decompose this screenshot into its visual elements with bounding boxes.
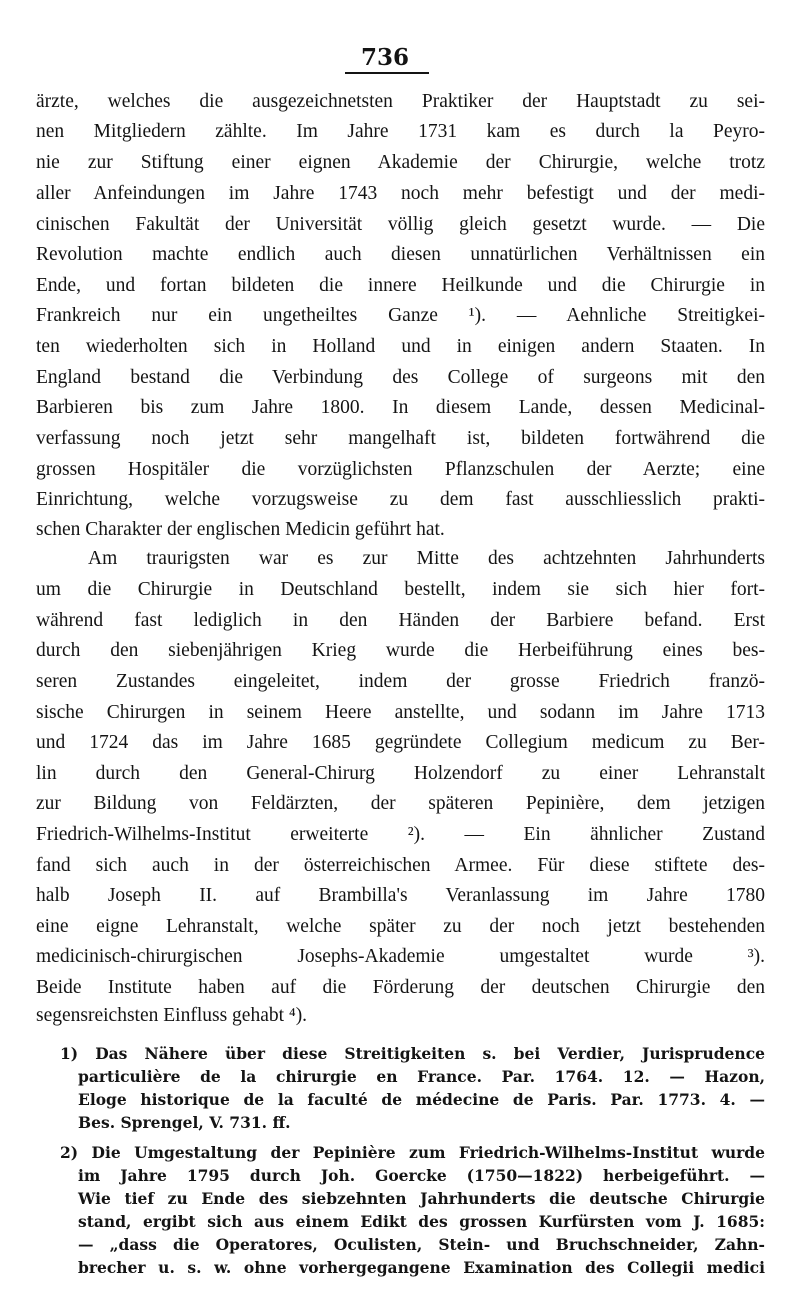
page-number: 736 bbox=[360, 44, 409, 71]
body-line: und 1724 das im Jahre 1685 gegründete Collegium medicum zu Ber- bbox=[36, 732, 765, 753]
footnote-line: — „dass die Operatores, Oculisten, Stein- und Bruchschneider, Zahn- bbox=[78, 1235, 765, 1254]
body-line: ärzte, welches die ausgezeichnetsten Praktiker der Hauptstadt zu sei- bbox=[36, 91, 765, 112]
page-number-rule bbox=[345, 72, 429, 74]
body-line: Beide Institute haben auf die Förderung der deutschen Chirurgie den bbox=[36, 977, 765, 998]
body-line: Einrichtung, welche vorzugsweise zu dem fast ausschliesslich prakti- bbox=[36, 489, 765, 510]
body-line: zur Bildung von Feldärzten, der späteren Pepinière, dem jetzigen bbox=[36, 793, 765, 814]
footnote-line: particulière de la chirurgie en France. Par. 1764. 12. — Hazon, bbox=[78, 1067, 765, 1086]
footnote-line: 1) Das Nähere über diese Streitigkeiten s. bei Verdier, Jurisprudence bbox=[60, 1044, 765, 1063]
body-line: um die Chirurgie in Deutschland bestellt, indem sie sich hier fort- bbox=[36, 579, 765, 600]
body-line: Revolution machte endlich auch diesen unnatürlichen Verhältnissen ein bbox=[36, 244, 765, 265]
body-line: segensreichsten Einfluss gehabt ⁴). bbox=[36, 1005, 308, 1026]
body-line: durch den siebenjährigen Krieg wurde die Herbeiführung eines bes- bbox=[36, 640, 765, 661]
body-line: schen Charakter der englischen Medicin geführt hat. bbox=[36, 519, 445, 540]
body-line: medicinisch-chirurgischen Josephs-Akademie umgestaltet wurde ³). bbox=[36, 946, 765, 967]
body-line: während fast lediglich in den Händen der Barbiere befand. Erst bbox=[36, 610, 765, 631]
footnote-line: im Jahre 1795 durch Joh. Goercke (1750—1822) herbeigeführt. — bbox=[78, 1166, 765, 1185]
body-line: eine eigne Lehranstalt, welche später zu der noch jetzt bestehenden bbox=[36, 916, 765, 937]
body-line: nen Mitgliedern zählte. Im Jahre 1731 kam es durch la Peyro- bbox=[36, 121, 765, 142]
body-line: lin durch den General-Chirurg Holzendorf zu einer Lehranstalt bbox=[36, 763, 765, 784]
body-line: verfassung noch jetzt sehr mangelhaft ist, bildeten fortwährend die bbox=[36, 428, 765, 449]
footnote-line: 2) Die Umgestaltung der Pepinière zum Friedrich-Wilhelms-Institut wurde bbox=[60, 1143, 765, 1162]
body-line: halb Joseph II. auf Brambilla's Veranlassung im Jahre 1780 bbox=[36, 885, 765, 906]
body-line: nie zur Stiftung einer eignen Akademie der Chirurgie, welche trotz bbox=[36, 152, 765, 173]
footnote-line: stand, ergibt sich aus einem Edikt des grossen Kurfürsten vom J. 1685: bbox=[78, 1212, 765, 1231]
footnote-line: Eloge historique de la faculté de médecine de Paris. Par. 1773. 4. — bbox=[78, 1090, 765, 1109]
body-line: Barbieren bis zum Jahre 1800. In diesem Lande, dessen Medicinal- bbox=[36, 397, 765, 418]
body-line: Am traurigsten war es zur Mitte des achtzehnten Jahrhunderts bbox=[88, 548, 765, 569]
body-line: Ende, und fortan bildeten die innere Heilkunde und die Chirurgie in bbox=[36, 275, 765, 296]
body-line: grossen Hospitäler die vorzüglichsten Pflanzschulen der Aerzte; eine bbox=[36, 459, 765, 480]
body-line: seren Zustandes eingeleitet, indem der grosse Friedrich franzö- bbox=[36, 671, 765, 692]
body-line: England bestand die Verbindung des College of surgeons mit den bbox=[36, 367, 765, 388]
body-line: cinischen Fakultät der Universität völlig gleich gesetzt wurde. — Die bbox=[36, 214, 765, 235]
body-line: fand sich auch in der österreichischen Armee. Für diese stiftete des- bbox=[36, 855, 765, 876]
body-line: aller Anfeindungen im Jahre 1743 noch mehr befestigt und der medi- bbox=[36, 183, 765, 204]
footnote-line: Bes. Sprengel, V. 731. ff. bbox=[78, 1113, 291, 1132]
body-line: Frankreich nur ein ungetheiltes Ganze ¹). — Aehnliche Streitigkei- bbox=[36, 305, 765, 326]
body-line: ten wiederholten sich in Holland und in einigen andern Staaten. In bbox=[36, 336, 765, 357]
body-line: Friedrich-Wilhelms-Institut erweiterte ²). — Ein ähnlicher Zustand bbox=[36, 824, 765, 845]
footnote-line: brecher u. s. w. ohne vorhergegangene Examination des Collegii medici bbox=[78, 1258, 765, 1277]
body-line: sische Chirurgen in seinem Heere anstellte, und sodann im Jahre 1713 bbox=[36, 702, 765, 723]
footnote-line: Wie tief zu Ende des siebzehnten Jahrhunderts die deutsche Chirurgie bbox=[78, 1189, 765, 1208]
